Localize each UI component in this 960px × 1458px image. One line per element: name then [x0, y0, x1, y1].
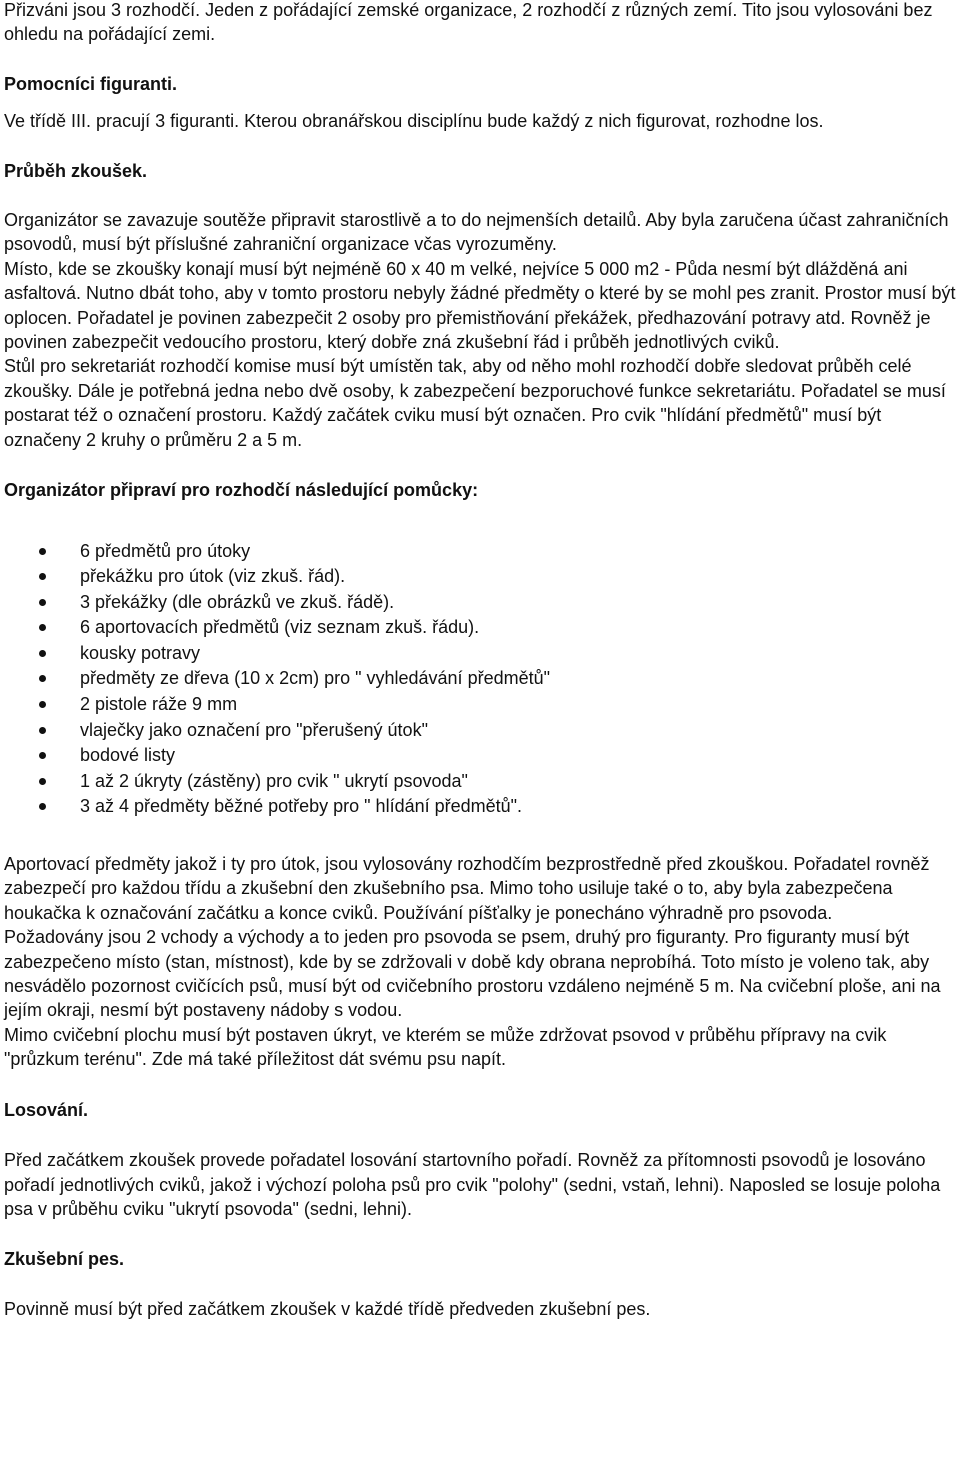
- aids-list: [4, 539, 956, 821]
- list-item: předměty ze dřeva (10 x 2cm) pro " vyhledávání předmětů": [4, 666, 956, 692]
- list-item: bodové listy: [4, 743, 956, 769]
- list-item: 6 aportovacích předmětů (viz seznam zkuš. řádu).: [4, 615, 956, 641]
- aids-after-paragraph-3: Mimo cvičební plochu musí být postaven úkryt, ve kterém se může zdržovat psovod v průběhu přípravy na cvik "průzkum terénu". Zde má také příležitost dát svému psu napít.: [4, 1024, 887, 1070]
- course-paragraph-2: Místo, kde se zkoušky konají musí být nejméně 60 x 40 m velké, nejvíce 5 000 m2 - Půda nesmí být dlážděná ani asfaltová. Nutno dbát toho, aby v tomto prostoru nebyly žádné předměty o které by se mohl pes zranit. Prostor musí být oplocen. Pořadatel je povinen zabezpečit 2 osoby pro přemistňování překážek, předhazování potravy atd. Rovněž je povinen zabezpečit vedoucího prostoru, který dobře zná zkušební řád i průběh jednotlivých cviků.: [4, 258, 956, 353]
- test-dog-heading: Zkušební pes.: [4, 1249, 125, 1270]
- list-item: 2 pistole ráže 9 mm: [4, 692, 956, 718]
- list-item: 3 překážky (dle obrázků ve zkuš. řádě).: [4, 590, 956, 616]
- aids-after-paragraph-2: Požadovány jsou 2 vchody a východy a to jeden pro psovoda se psem, druhý pro figuranty. Pro figuranty musí být zabezpečeno místo (stan, místnost), kde by se zdržovali v době kdy obrana neprobíhá. Toto místo je voleno tak, aby nesvádělo pozornost cvičících psů, musí být od cvičebního prostoru vzdáleno nejméně 5 m. Na cvičební ploše, ani na jejím okraji, nesmí být postaveny nádoby s vodou.: [4, 927, 941, 1021]
- helpers-heading: Pomocníci figuranti.: [4, 73, 178, 94]
- course-paragraph-1: Organizátor se zavazuje soutěže připravit starostlivě a to do nejmenších detailů. Aby byla zaručena účast zahraničních psovodů, musí být příslušné zahraniční organizace včas vyrozuměny.: [4, 210, 949, 255]
- aids-after-paragraph-1: Aportovací předměty jakož i ty pro útok, jsou vylosovány rozhodčím bezprostředně před zkouškou. Pořadatel rovněž zabezpečí pro každou třídu a zkušební den zkušebního psa. Mimo toho usiluje také o to, aby byla zabezpečena houkačka k označování začátku a konce cviků. Používání píšťalky je ponecháno výhradně pro psovoda.: [4, 854, 930, 923]
- list-item: překážku pro útok (viz zkuš. řád).: [4, 564, 956, 590]
- list-item: 3 až 4 předměty běžné potřeby pro " hlídání předmětů".: [4, 794, 956, 820]
- test-dog-paragraph: Povinně musí být před začátkem zkoušek v každé třídě předveden zkušební pes.: [4, 1298, 651, 1319]
- list-item: vlaječky jako označení pro "přerušený útok": [4, 718, 956, 744]
- course-heading: Průběh zkoušek.: [4, 160, 148, 181]
- list-item: 1 až 2 úkryty (zástěny) pro cvik " ukrytí psovoda": [4, 769, 956, 795]
- course-paragraph-3: Stůl pro sekretariát rozhodčí komise musí být umístěn tak, aby od něho mohl rozhodčí dobře sledovat průběh celé zkoušky. Dále je potřebná jedna nebo dvě osoby, k zabezpečení bezporuchové funkce sekretariátu. Pořadatel se musí postarat též o označení prostoru. Každý začátek cviku musí být označen. Pro cvik "hlídání předmětů" musí být označeny 2 kruhy o průměru 2 a 5 m.: [4, 356, 946, 450]
- intro-paragraph: Přizváni jsou 3 rozhodčí. Jeden z pořádající zemské organizace, 2 rozhodčí z různých zemí. Tito jsou vylosováni bez ohledu na pořádající zemi.: [4, 0, 933, 45]
- helpers-paragraph: Ve třídě III. pracují 3 figuranti. Kterou obranářskou disciplínu bude každý z nich figurovat, rozhodne los.: [4, 111, 824, 132]
- list-item: kousky potravy: [4, 641, 956, 667]
- list-item: 6 předmětů pro útoky: [4, 539, 956, 565]
- aids-heading: Organizátor připraví pro rozhodčí následující pomůcky:: [4, 480, 479, 501]
- draw-paragraph: Před začátkem zkoušek provede pořadatel losování startovního pořadí. Rovněž za přítomnosti psovodů je losováno pořadí jednotlivých cviků, jakož i výchozí poloha psů pro cvik "polohy" (sedni, vstaň, lehni). Naposled se losuje poloha psa v průběhu cviku "ukrytí psovoda" (sedni, lehni).: [4, 1150, 941, 1219]
- draw-heading: Losování.: [4, 1099, 89, 1120]
